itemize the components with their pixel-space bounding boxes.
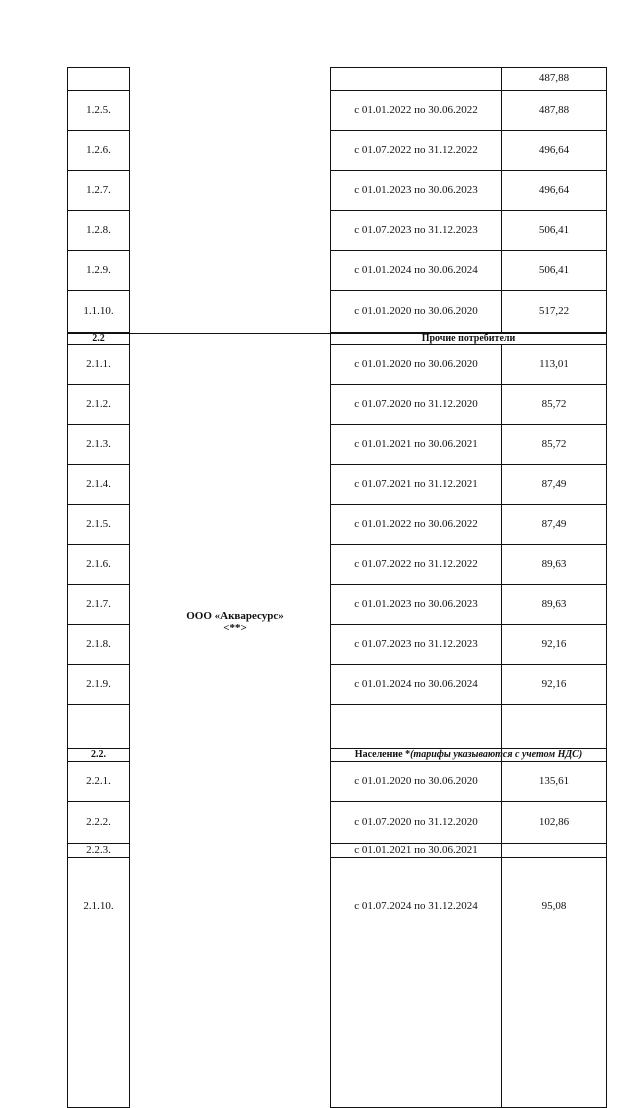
tariff-value-cell: 102,86 bbox=[502, 802, 607, 844]
period-cell: с 01.01.2020 по 30.06.2020 bbox=[330, 291, 502, 333]
row-number-cell: 2.2.3. bbox=[67, 844, 130, 858]
period-cell: с 01.07.2020 по 31.12.2020 bbox=[330, 385, 502, 425]
row-number-cell: 2.1.7. bbox=[67, 585, 130, 625]
period-cell: с 01.01.2021 по 30.06.2021 bbox=[330, 844, 502, 858]
tariff-value-cell: 487,88 bbox=[502, 91, 607, 131]
row-number-cell: 1.2.6. bbox=[67, 131, 130, 171]
period-cell: с 01.01.2020 по 30.06.2020 bbox=[330, 762, 502, 802]
row-number-cell: 2.2.1. bbox=[67, 762, 130, 802]
row-number-cell: 2.1.3. bbox=[67, 425, 130, 465]
section-title-text: Население * bbox=[354, 749, 411, 760]
tariff-value-cell: 89,63 bbox=[502, 545, 607, 585]
row-number-cell: 1.2.9. bbox=[67, 251, 130, 291]
period-cell: с 01.07.2020 по 31.12.2020 bbox=[330, 802, 502, 844]
tariff-value-cell: 496,64 bbox=[502, 131, 607, 171]
tariff-value-cell: 496,64 bbox=[502, 171, 607, 211]
section-title: Прочие потребители bbox=[330, 333, 607, 345]
row-number-cell: 1.2.5. bbox=[67, 91, 130, 131]
row-number-cell: 1.2.8. bbox=[67, 211, 130, 251]
tariff-value-cell: 92,16 bbox=[502, 625, 607, 665]
period-cell: с 01.01.2023 по 30.06.2023 bbox=[330, 585, 502, 625]
tariff-value-cell: 85,72 bbox=[502, 385, 607, 425]
period-cell: с 01.07.2024 по 31.12.2024 bbox=[330, 705, 502, 1108]
row-number-cell: 2.1.10. bbox=[67, 705, 130, 1108]
row-number-cell: 2.1.5. bbox=[67, 505, 130, 545]
tariff-value-cell: 87,49 bbox=[502, 465, 607, 505]
row-number-cell: 2.1.4. bbox=[67, 465, 130, 505]
period-cell: с 01.07.2021 по 31.12.2021 bbox=[330, 465, 502, 505]
period-cell: с 01.01.2022 по 30.06.2022 bbox=[330, 91, 502, 131]
section-title-note: (тарифы указываются с учетом НДС) bbox=[410, 749, 583, 760]
tariff-value-cell: 487,88 bbox=[502, 67, 607, 91]
row-number-cell: 2.1.9. bbox=[67, 665, 130, 705]
section-number: 2.2. bbox=[67, 748, 130, 762]
organization-name: ООО «Акваресурс» bbox=[186, 610, 284, 622]
row-number-cell: 2.1.2. bbox=[67, 385, 130, 425]
organization-label bbox=[175, 610, 295, 634]
row-number-cell: 2.1.6. bbox=[67, 545, 130, 585]
row-number-cell: 2.2.2. bbox=[67, 802, 130, 844]
tariff-value-cell: 95,08 bbox=[502, 705, 607, 1108]
period-cell: с 01.01.2020 по 30.06.2020 bbox=[330, 345, 502, 385]
period-cell: с 01.01.2023 по 30.06.2023 bbox=[330, 171, 502, 211]
period-cell: с 01.01.2024 по 30.06.2024 bbox=[330, 251, 502, 291]
tariff-value-cell: 92,16 bbox=[502, 665, 607, 705]
tariff-value-cell bbox=[502, 844, 607, 858]
tariff-value-cell: 135,61 bbox=[502, 762, 607, 802]
tariff-value-cell: 87,49 bbox=[502, 505, 607, 545]
period-cell bbox=[330, 67, 502, 91]
period-cell: с 01.07.2023 по 31.12.2023 bbox=[330, 211, 502, 251]
row-number-cell: 1.1.10. bbox=[67, 291, 130, 333]
tariff-value-cell: 85,72 bbox=[502, 425, 607, 465]
period-cell: с 01.01.2024 по 30.06.2024 bbox=[330, 665, 502, 705]
row-number-cell: 2.1.8. bbox=[67, 625, 130, 665]
row-number-cell bbox=[67, 67, 130, 91]
tariff-value-cell: 506,41 bbox=[502, 211, 607, 251]
section-divider-line bbox=[130, 333, 330, 334]
tariff-value-cell: 113,01 bbox=[502, 345, 607, 385]
tariff-value-cell: 89,63 bbox=[502, 585, 607, 625]
period-cell: с 01.07.2022 по 31.12.2022 bbox=[330, 131, 502, 171]
organization-note: <**> bbox=[223, 622, 247, 634]
period-cell: с 01.01.2022 по 30.06.2022 bbox=[330, 505, 502, 545]
period-cell: с 01.07.2022 по 31.12.2022 bbox=[330, 545, 502, 585]
section-number: 2.2 bbox=[67, 333, 130, 345]
row-number-cell: 2.1.1. bbox=[67, 345, 130, 385]
period-cell: с 01.01.2021 по 30.06.2021 bbox=[330, 425, 502, 465]
tariff-value-cell: 506,41 bbox=[502, 251, 607, 291]
period-cell: с 01.07.2023 по 31.12.2023 bbox=[330, 625, 502, 665]
tariff-value-cell: 517,22 bbox=[502, 291, 607, 333]
row-number-cell: 1.2.7. bbox=[67, 171, 130, 211]
